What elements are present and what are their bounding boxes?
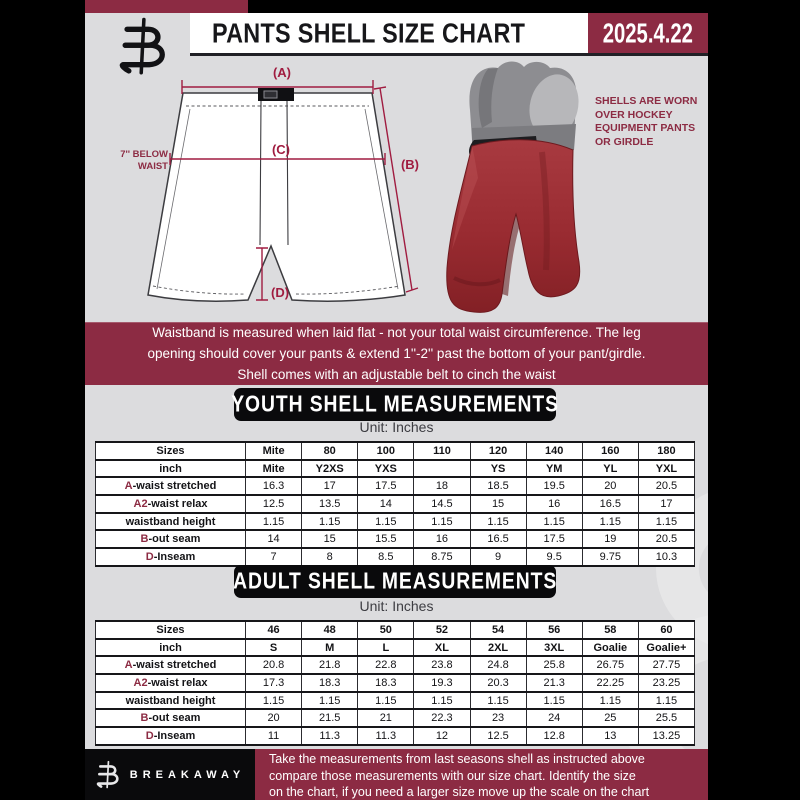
table-cell: 1.15: [358, 692, 414, 710]
table-cell: 11.3: [302, 727, 358, 745]
table-cell: 120: [470, 442, 526, 460]
footer-line: compare those measurements with our size chart. Identify the size: [269, 768, 636, 783]
table-cell: 11.3: [358, 727, 414, 745]
table-cell: 1.15: [246, 513, 302, 531]
table-cell: 50: [358, 621, 414, 639]
footer-line: Take the measurements from last seasons shell as instructed above: [269, 752, 645, 766]
table-cell: 22.25: [582, 674, 638, 692]
date-text: 2025.4.22: [602, 16, 694, 49]
table-cell: 27.75: [638, 656, 694, 674]
table-cell: 13: [582, 727, 638, 745]
table-cell: 21.3: [526, 674, 582, 692]
table-cell: 20.5: [638, 530, 694, 548]
table-cell: 1.15: [638, 692, 694, 710]
row-label: Sizes: [96, 442, 246, 460]
row-label-prefix: A2: [133, 497, 148, 510]
table-cell: 9: [470, 548, 526, 566]
label-D: (D): [271, 285, 290, 300]
table-cell: 22.3: [414, 709, 470, 727]
table-row: [96, 639, 695, 657]
table-cell: 18.5: [470, 477, 526, 495]
table-cell: 1.15: [302, 513, 358, 531]
table-cell: 1.15: [470, 513, 526, 531]
table-cell: 20: [582, 477, 638, 495]
table-cell: 160: [582, 442, 638, 460]
page-title: PANTS SHELL SIZE CHART: [212, 16, 526, 49]
shorts-outline: [148, 93, 405, 301]
label-C: (C): [271, 142, 291, 157]
table-cell: 23: [470, 709, 526, 727]
row-label: A-waist stretched: [96, 656, 246, 674]
table-cell: S: [246, 639, 302, 657]
table-cell: 1.15: [526, 692, 582, 710]
table-row: [96, 709, 695, 727]
breakaway-footer-logo-icon: [95, 760, 121, 790]
table-cell: 56: [526, 621, 582, 639]
content-area: [85, 13, 708, 749]
table-row: [96, 656, 695, 674]
table-cell: 16.3: [246, 477, 302, 495]
table-cell: 8.75: [414, 548, 470, 566]
belt-buckle-icon: [264, 91, 277, 98]
table-cell: L: [358, 639, 414, 657]
table-cell: 1.15: [414, 692, 470, 710]
table-cell: 17: [638, 495, 694, 513]
row-label: B-out seam: [96, 709, 246, 727]
table-cell: 9.5: [526, 548, 582, 566]
notice-line: Shell comes with an adjustable belt to cinch the waist: [237, 367, 556, 382]
label-B: (B): [400, 157, 420, 172]
label-A: (A): [272, 65, 292, 80]
table-cell: YS: [470, 460, 526, 478]
row-label: inch: [96, 460, 246, 478]
table-row: [96, 460, 695, 478]
row-label-prefix: B: [140, 533, 149, 546]
table-row: [96, 442, 695, 460]
row-label-prefix: A: [124, 659, 133, 672]
table-cell: 9.75: [582, 548, 638, 566]
table-cell: 18.3: [302, 674, 358, 692]
table-cell: 3XL: [526, 639, 582, 657]
table-cell: 18: [414, 477, 470, 495]
table-row: [96, 621, 695, 639]
adult-size-table: [95, 620, 695, 746]
table-cell: YXL: [638, 460, 694, 478]
row-label: waistband height: [96, 692, 246, 710]
table-cell: YXS: [358, 460, 414, 478]
table-cell: 20: [246, 709, 302, 727]
table-cell: 20.5: [638, 477, 694, 495]
table-row: [96, 530, 695, 548]
table-cell: 16: [414, 530, 470, 548]
table-cell: YL: [582, 460, 638, 478]
row-label: B-out seam: [96, 530, 246, 548]
row-label: D-Inseam: [96, 727, 246, 745]
table-row: [96, 495, 695, 513]
table-cell: Mite: [246, 442, 302, 460]
row-label-prefix: D: [145, 550, 154, 563]
footer-brand-area: [85, 749, 255, 800]
table-cell: 110: [414, 442, 470, 460]
notice-line: opening should cover your pants & extend 1''-2'' past the bottom of your pant/girdle.: [147, 346, 646, 361]
table-cell: 25.5: [638, 709, 694, 727]
table-cell: 21.8: [302, 656, 358, 674]
table-cell: [414, 460, 470, 478]
brand-name: BREAKAWAY: [129, 768, 246, 781]
table-cell: 17.5: [358, 477, 414, 495]
table-cell: 23.25: [638, 674, 694, 692]
table-cell: 19: [582, 530, 638, 548]
youth-size-table: [95, 441, 695, 567]
table-cell: 21.5: [302, 709, 358, 727]
table-cell: 1.15: [582, 513, 638, 531]
table-cell: Goalie+: [638, 639, 694, 657]
table-cell: 8.5: [358, 548, 414, 566]
row-label: A-waist stretched: [96, 477, 246, 495]
table-row: [96, 477, 695, 495]
table-cell: 12.8: [526, 727, 582, 745]
table-row: [96, 727, 695, 745]
table-cell: 24: [526, 709, 582, 727]
table-cell: Y2XS: [302, 460, 358, 478]
table-cell: 22.8: [358, 656, 414, 674]
row-label-prefix: D: [145, 729, 154, 742]
notice-line: Waistband is measured when laid flat - not your total waist circumference. The leg: [152, 325, 641, 340]
row-label-prefix: A2: [133, 676, 148, 689]
table-cell: 60: [638, 621, 694, 639]
youth-heading-text: YOUTH SHELL MEASUREMENTS: [231, 391, 559, 417]
table-cell: 100: [358, 442, 414, 460]
adult-heading-text: ADULT SHELL MEASUREMENTS: [232, 568, 558, 594]
row-label: A2-waist relax: [96, 674, 246, 692]
table-cell: 17: [302, 477, 358, 495]
table-cell: 12.5: [246, 495, 302, 513]
table-row: [96, 513, 695, 531]
table-cell: XL: [414, 639, 470, 657]
table-cell: 14: [358, 495, 414, 513]
row-label: waistband height: [96, 513, 246, 531]
table-cell: 13.5: [302, 495, 358, 513]
table-cell: 14: [246, 530, 302, 548]
top-maroon-strip: [85, 0, 248, 13]
table-cell: 1.15: [470, 692, 526, 710]
row-label-prefix: B: [140, 712, 149, 725]
table-cell: 14.5: [414, 495, 470, 513]
table-cell: 20.8: [246, 656, 302, 674]
table-cell: 13.25: [638, 727, 694, 745]
breakaway-logo-icon: [116, 16, 170, 78]
table-cell: 15: [470, 495, 526, 513]
below-waist-note: 7'' BELOW WAIST: [120, 149, 168, 172]
table-cell: 180: [638, 442, 694, 460]
row-label: inch: [96, 639, 246, 657]
adult-unit-label: Unit: Inches: [359, 598, 434, 614]
table-cell: 12: [414, 727, 470, 745]
table-cell: 46: [246, 621, 302, 639]
table-cell: 2XL: [470, 639, 526, 657]
table-cell: 16: [526, 495, 582, 513]
table-cell: YM: [526, 460, 582, 478]
shorts-measurement-diagram: [110, 55, 460, 320]
table-cell: 11: [246, 727, 302, 745]
table-cell: 21: [358, 709, 414, 727]
footer-instructions: [255, 749, 708, 800]
youth-unit-label: Unit: Inches: [359, 419, 434, 435]
table-cell: 16.5: [582, 495, 638, 513]
table-cell: 52: [414, 621, 470, 639]
table-cell: 15.5: [358, 530, 414, 548]
table-cell: 24.8: [470, 656, 526, 674]
table-cell: 12.5: [470, 727, 526, 745]
table-cell: Mite: [246, 460, 302, 478]
table-cell: 48: [302, 621, 358, 639]
table-cell: 15: [302, 530, 358, 548]
row-label: Sizes: [96, 621, 246, 639]
table-cell: 10.3: [638, 548, 694, 566]
shell-product-photo: [440, 58, 612, 320]
table-row: [96, 674, 695, 692]
row-label: A2-waist relax: [96, 495, 246, 513]
table-cell: 8: [302, 548, 358, 566]
table-cell: Goalie: [582, 639, 638, 657]
table-cell: 1.15: [526, 513, 582, 531]
table-cell: M: [302, 639, 358, 657]
table-cell: 19.5: [526, 477, 582, 495]
youth-section-heading: [231, 388, 559, 421]
table-row: [96, 692, 695, 710]
shell-note: SHELLS ARE WORN OVER HOCKEY EQUIPMENT PANTS OR GIRDLE: [595, 95, 698, 148]
footer-line: on the chart, if you need a larger size move up the scale on the chart: [269, 785, 650, 800]
table-cell: 1.15: [414, 513, 470, 531]
table-cell: 1.15: [582, 692, 638, 710]
table-cell: 54: [470, 621, 526, 639]
table-cell: 25.8: [526, 656, 582, 674]
adult-section-heading: [234, 565, 556, 598]
notice-banner: [85, 322, 708, 385]
table-row: [96, 548, 695, 566]
table-cell: 20.3: [470, 674, 526, 692]
table-cell: 16.5: [470, 530, 526, 548]
table-cell: 17.5: [526, 530, 582, 548]
table-cell: 1.15: [246, 692, 302, 710]
table-cell: 18.3: [358, 674, 414, 692]
table-cell: 1.15: [358, 513, 414, 531]
table-cell: 26.75: [582, 656, 638, 674]
title-bar: [190, 13, 588, 53]
date-box: [588, 13, 708, 53]
table-cell: 58: [582, 621, 638, 639]
table-cell: 25: [582, 709, 638, 727]
table-cell: 1.15: [638, 513, 694, 531]
table-cell: 17.3: [246, 674, 302, 692]
table-cell: 80: [302, 442, 358, 460]
table-cell: 7: [246, 548, 302, 566]
row-label-prefix: A: [124, 480, 133, 493]
row-label: D-Inseam: [96, 548, 246, 566]
table-cell: 19.3: [414, 674, 470, 692]
table-cell: 140: [526, 442, 582, 460]
table-cell: 23.8: [414, 656, 470, 674]
table-cell: 1.15: [302, 692, 358, 710]
